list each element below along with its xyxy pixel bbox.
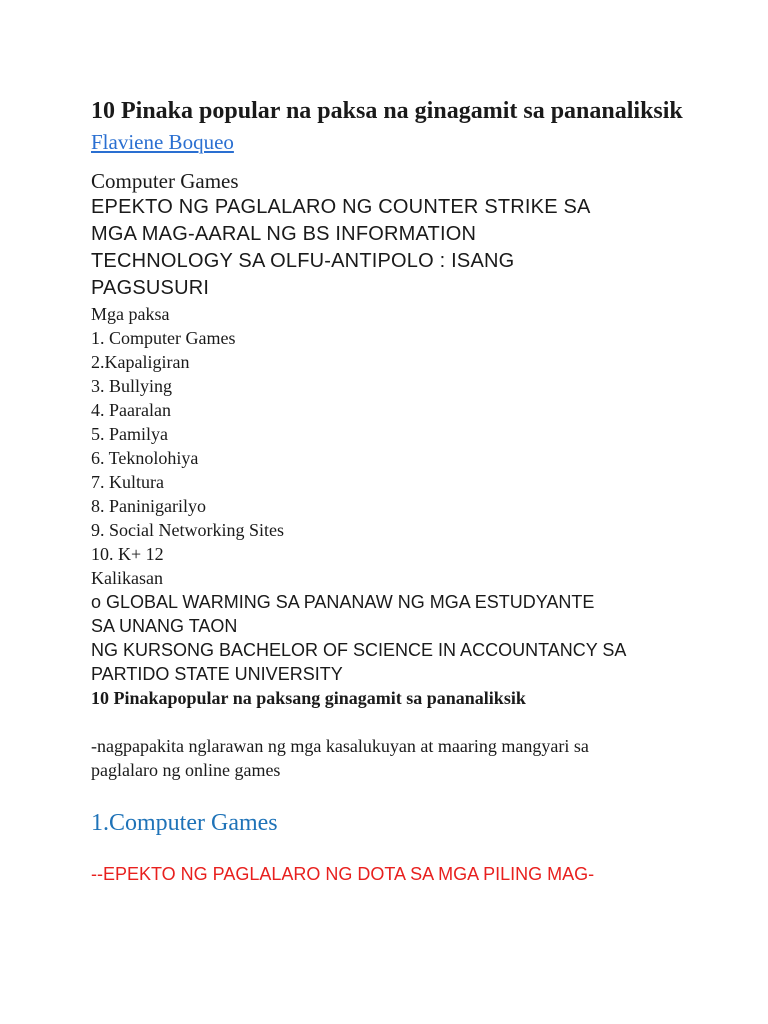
list-item: 5. Pamilya <box>91 424 168 444</box>
document-page <box>91 96 731 886</box>
list-item: 7. Kultura <box>91 472 164 492</box>
list-label: Mga paksa <box>91 304 170 324</box>
topic-study-title <box>91 194 731 302</box>
kalikasan-study-line: o GLOBAL WARMING SA PANANAW NG MGA ESTUDYANTE <box>91 592 595 612</box>
section-heading: 1.Computer Games <box>91 810 278 836</box>
bold-subtitle: 10 Pinakapopular na paksang ginagamit sa pananaliksik <box>91 688 526 708</box>
kalikasan-study <box>91 590 731 686</box>
red-study-title: --EPEKTO NG PAGLALARO NG DOTA SA MGA PILING MAG- <box>91 864 595 884</box>
list-item: 1. Computer Games <box>91 328 236 348</box>
list-item: 10. K+ 12 <box>91 544 164 564</box>
topic-heading: Computer Games <box>91 169 239 193</box>
topic-study-line: PAGSUSURI <box>91 277 210 299</box>
list-item: 6. Teknolohiya <box>91 448 199 468</box>
list-item: 4. Paaralan <box>91 400 171 420</box>
description <box>91 734 731 782</box>
topic-list <box>91 302 731 590</box>
list-item: 2.Kapaligiran <box>91 352 190 372</box>
topic-study-line: MGA MAG-AARAL NG BS INFORMATION <box>91 223 477 245</box>
list-item: 3. Bullying <box>91 376 173 396</box>
kalikasan-study-line: SA UNANG TAON <box>91 616 238 636</box>
list-item: 8. Paninigarilyo <box>91 496 206 516</box>
author-link[interactable]: Flaviene Boqueo <box>91 130 234 154</box>
description-line: -nagpapakita nglarawan ng mga kasalukuyan at maaring mangyari sa <box>91 736 589 756</box>
list-item: 9. Social Networking Sites <box>91 520 284 540</box>
kalikasan-label: Kalikasan <box>91 568 163 588</box>
topic-study-line: TECHNOLOGY SA OLFU-ANTIPOLO : ISANG <box>91 250 515 272</box>
description-line: paglalaro ng online games <box>91 760 281 780</box>
document-title: 10 Pinaka popular na paksa na ginagamit sa pananaliksik <box>91 98 683 124</box>
kalikasan-study-line: PARTIDO STATE UNIVERSITY <box>91 664 343 684</box>
kalikasan-study-line: NG KURSONG BACHELOR OF SCIENCE IN ACCOUNTANCY SA <box>91 640 627 660</box>
topic-study-line: EPEKTO NG PAGLALARO NG COUNTER STRIKE SA <box>91 196 591 218</box>
